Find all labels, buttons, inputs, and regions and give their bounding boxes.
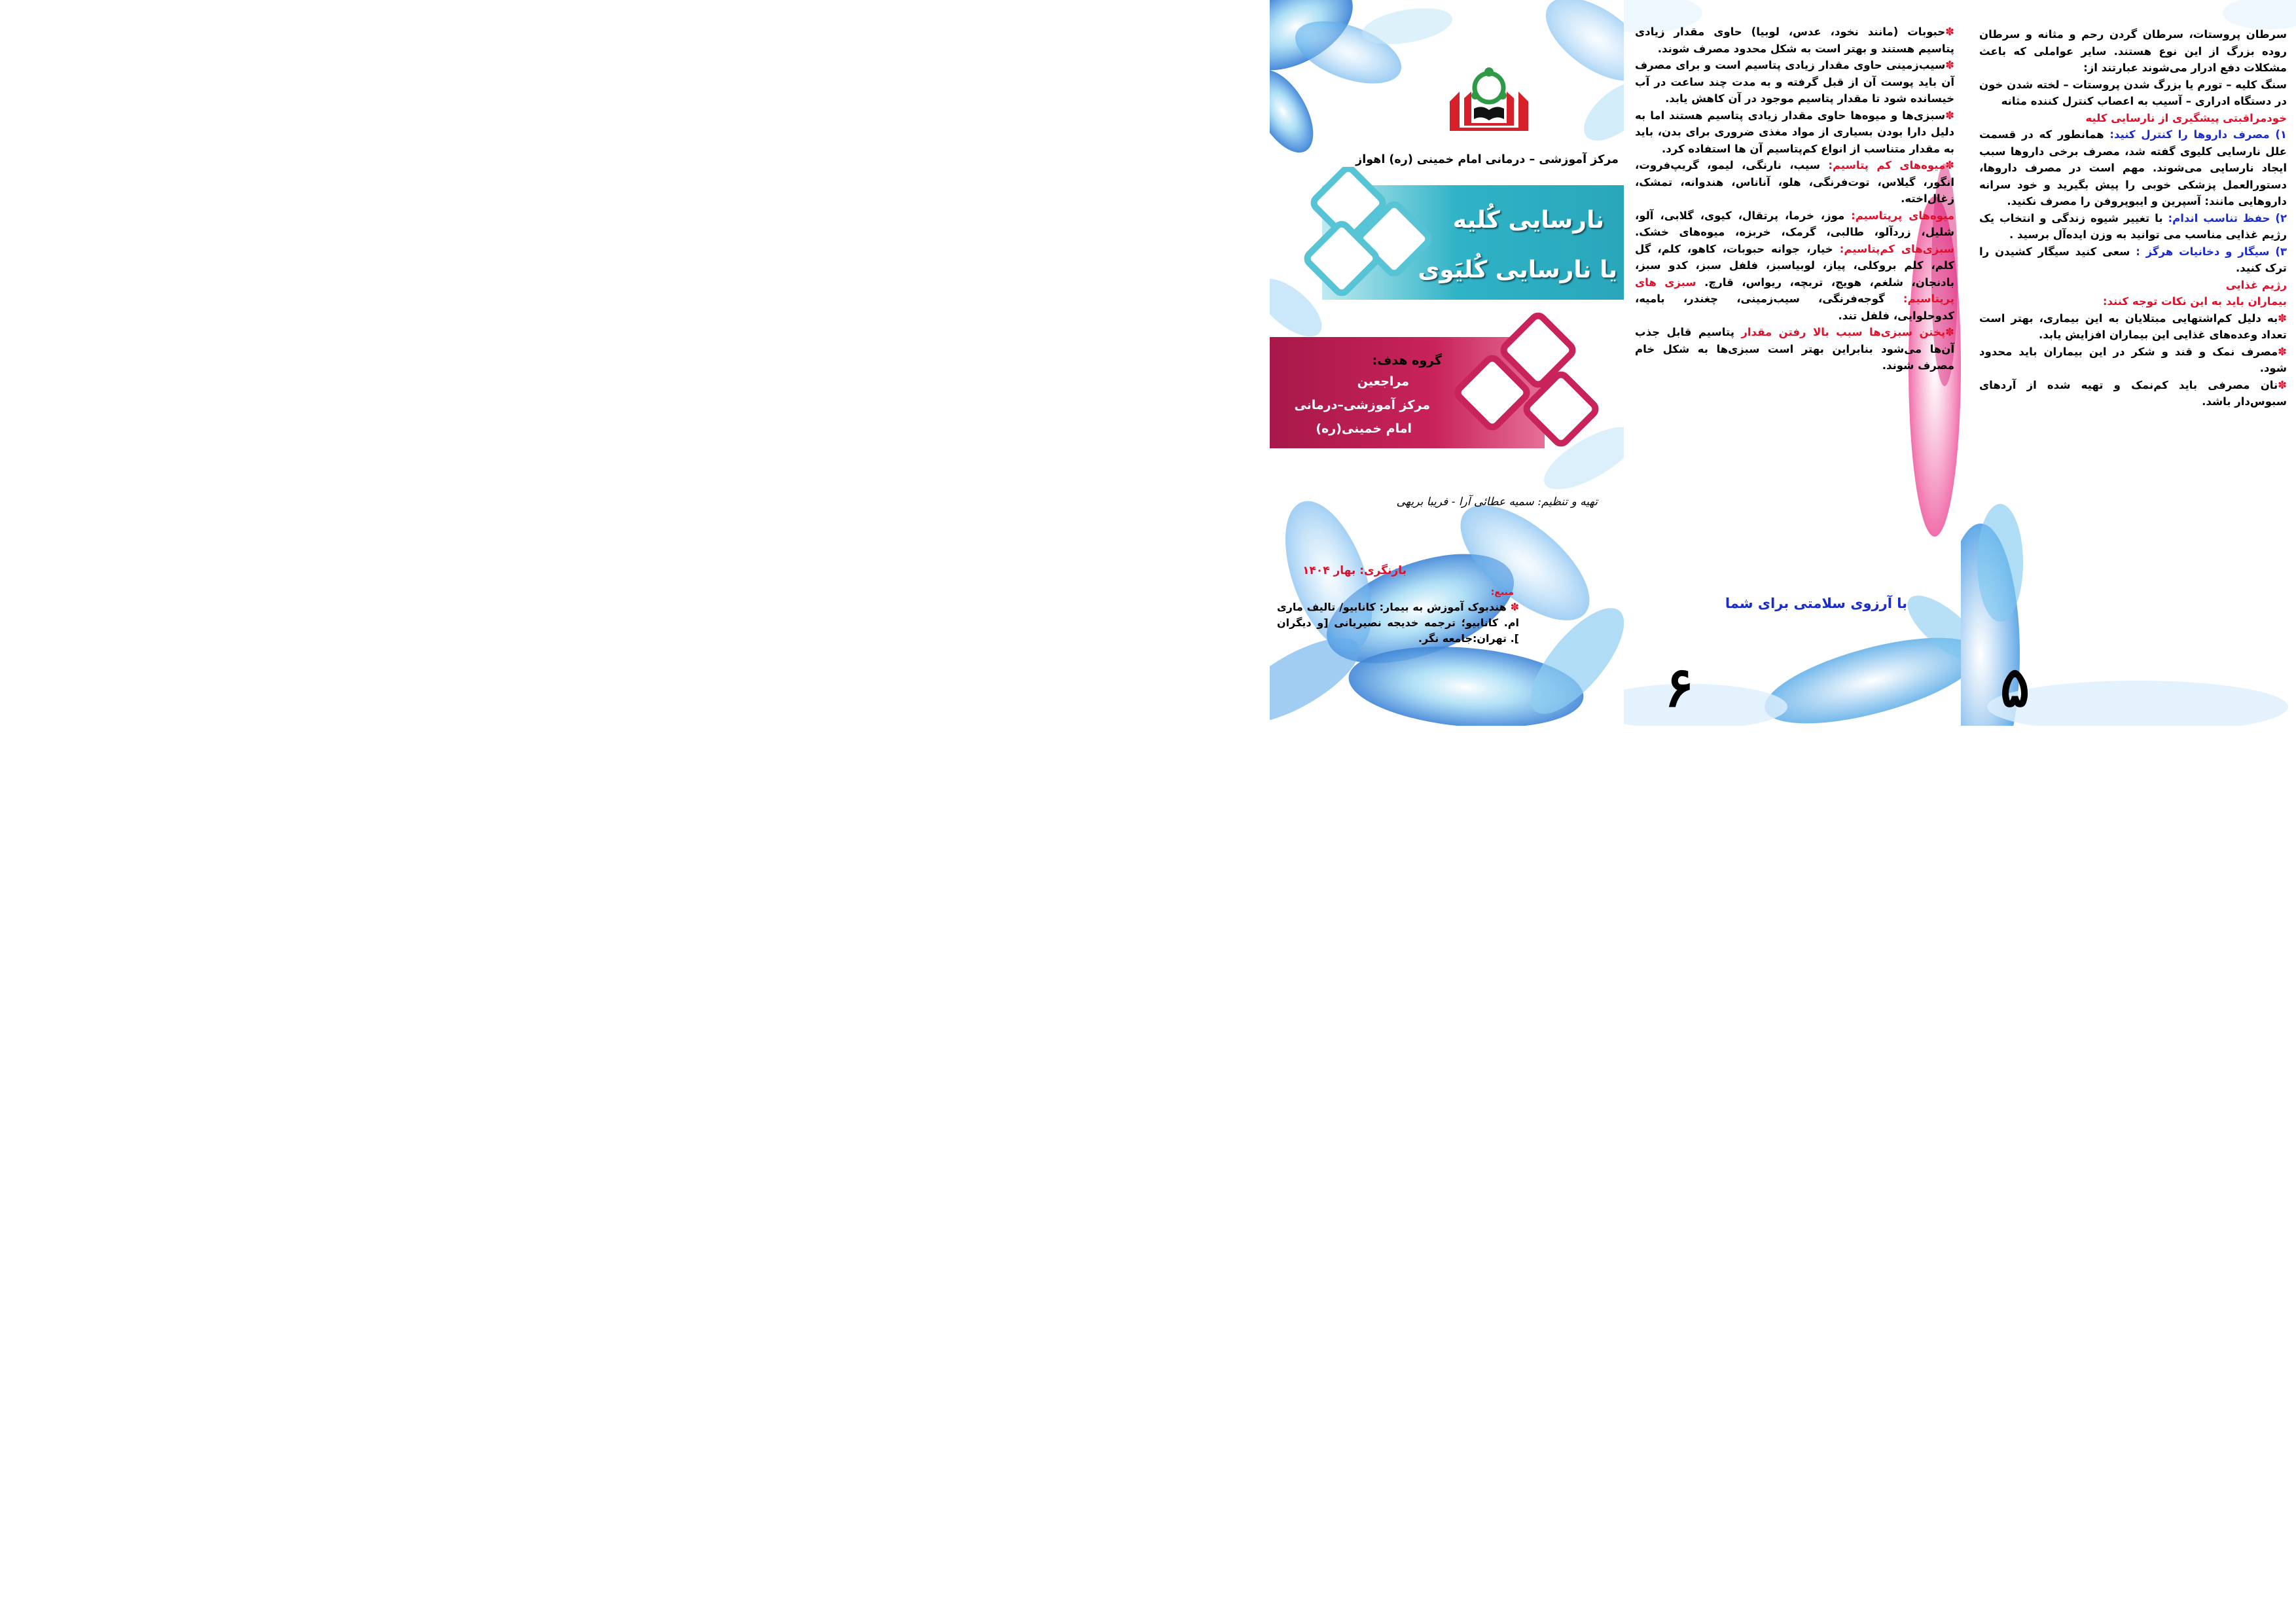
star-icon: ✽	[2278, 378, 2287, 391]
diet-item-2: ✽مصرف نمک و قند و شکر در این بیماران باید محدود شود.	[1979, 345, 2287, 374]
item-smoking: ۳) سیگار و دخانیات هرگز : سعی کنید سیگار کشیدن را ترک کنید.	[1979, 245, 2287, 274]
institution-name: مرکز آموزشی – درمانی امام خمینی (ره) اهواز	[1355, 153, 1619, 166]
target-line-3: امام خمینی(ره)	[1316, 421, 1412, 436]
page-six-body	[1635, 24, 1954, 374]
target-line-1: مراجعین	[1357, 374, 1409, 389]
vegetables-paragraph: ✽سبزی‌ها و میوه‌ها حاوی مقدار زیادی پتاسیم هستند اما به دلیل دارا بودن بسیاری از مواد مغذی ضروری برای بدن، باید به مقدار متناسب از انواع کم‌پتاسیم آن ها استفاده کرد.	[1635, 109, 1954, 155]
selfcare-title: خودمراقبتی پیشگیری از نارسایی کلیه	[2085, 111, 2287, 124]
cooking-paragraph: ✽پختن سبزی‌ها سبب بالا رفتن مقدار پتاسیم قابل جذب آن‌ها می‌شود بنابراین بهتر است سبزی‌ها به شکل خام مصرف شوند.	[1635, 326, 1954, 372]
source-text	[1277, 599, 1519, 647]
flower-top-left	[1270, 0, 1455, 162]
page-five-body	[1979, 26, 2287, 410]
low-potassium-fruits: ✽میوه‌های کم پتاسیم: سیب، نارنگی، لیمو، گریپ‌فروت، انگور، گیلاس، توت‌فرنگی، هلو، آناناس، هندوانه، تمشک، زغال‌اخته.	[1635, 159, 1954, 205]
revision-date	[1302, 564, 1407, 577]
source-label: منبع:	[1490, 587, 1514, 597]
target-label: گروه هدف:	[1372, 353, 1442, 368]
star-icon: ✽	[1945, 159, 1954, 171]
star-icon: ✽	[1945, 326, 1954, 338]
page-six-panel	[1624, 0, 1961, 726]
title-line-2: یا نارسایی کُلیَوی	[1418, 257, 1617, 283]
star-icon: ✽	[2278, 345, 2287, 358]
revision-label: بازنگری:	[1359, 564, 1407, 577]
legumes-paragraph: ✽حبوبات (مانند نخود، عدس، لوبیا) حاوی مقدار زیادی پتاسیم هستند و بهتر است به شکل محدود مصرف شوند.	[1635, 26, 1954, 55]
star-icon: ✽	[1945, 59, 1954, 71]
magenta-squares-decoration	[1437, 308, 1624, 468]
page-five-panel	[1961, 0, 2296, 726]
source-star-icon: ✽	[1506, 601, 1519, 613]
intro-paragraph: سرطان پروستات، سرطان گردن رحم و مثانه و سرطان روده بزرگ از این نوع هستند. سایر عواملی که باعث مشکلات دفع ادرار می‌شوند عبارتند از:	[1979, 28, 2287, 74]
causes-paragraph: سنگ کلیه – تورم یا بزرگ شدن پروستات – لخته شدن خون در دستگاه ادراری – آسیب به اعصاب کنترل کننده مثانه	[1979, 78, 2287, 107]
star-icon: ✽	[1945, 26, 1954, 38]
author-signature: تهیه و تنظیم: سمیه عطائی آرا - فریبا بریهی	[1396, 495, 1598, 508]
revision-value: بهار ۱۴۰۴	[1302, 564, 1356, 577]
high-potassium-fruits: میوه‌های پرپتاسیم: موز، خرما، پرتقال، کیوی، گلابی، آلو، شلیل، زردآلو، طالبی، گرمک، خربزه، میوه‌های خشک. سبزی‌های کم‌پتاسیم: خیار، جوانه حبوبات، کاهو، کلم، گل کلم، کلم بروکلی، پیاز، لوبیاسبز، فلفل سبز، کدو سبز، بادنجان، شلغم، هویج، تربچه، ریواس، قارچ. سبزی های پرپتاسیم: گوجه‌فرنگی، سیب‌زمینی، چغندر، بامیه، کدوحلوایی، فلفل تند.	[1635, 209, 1955, 322]
hospital-logo-icon	[1446, 65, 1532, 134]
teal-squares-decoration	[1289, 167, 1460, 311]
flower-top-right	[1532, 0, 1624, 152]
title-line-1: نارسایی کُلیه	[1452, 207, 1604, 234]
page-number: ۶	[1664, 654, 1695, 719]
diet-item-1: ✽به دلیل کم‌اشتهایی مبتلایان به این بیماری، بهتر است تعداد وعده‌های غذایی این بیماران افزایش یابد.	[1979, 312, 2287, 341]
item-medication: ۱) مصرف داروها را کنترل کنید: همانطور که در قسمت علل نارسایی کلیوی گفته شد، مصرف برخی داروها سبب ایجاد نارسایی می‌شوند. مهم است در مصرف داروها، دستورالعمل پزشکی خوبی را پیش بگیرید و خود سرانه داروهایی مانند: آسپرین و ایبوپروفن را مصرف نکنید.	[1979, 128, 2287, 207]
potato-paragraph: ✽سیب‌زمینی حاوی مقدار زیادی پتاسیم است و برای مصرف آن باید پوست آن از قبل گرفته و به مدت چند ساعت در آب خیسانده شود تا مقدار پتاسیم موجود در آن کاهش یابد.	[1635, 59, 1954, 105]
item-fitness: ۲) حفظ تناسب اندام: با تغییر شیوه زندگی و انتخاب یک رژیم غذایی مناسب می توانید به وزن ایده‌آل برسید .	[1979, 211, 2287, 241]
star-icon: ✽	[1945, 109, 1954, 122]
diet-title: رژیم غذایی	[2225, 278, 2287, 291]
cover-panel	[1270, 0, 1624, 726]
diet-subtitle: بیماران باید به این نکات توجه کنند:	[2102, 295, 2287, 308]
closing-wish: با آرزوی سلامتی برای شما	[1725, 596, 1907, 611]
diet-item-3: ✽نان مصرفی باید کم‌نمک و تهیه شده از آردهای سبوس‌دار باشد.	[1979, 378, 2287, 408]
source-body: هندبوک آموزش به بیمار: کانابیو/ تالیف ماری ام. کانابیو؛ ترجمه خدیجه نصیریانی [و دیگران ]. تهران:جامعه نگر.	[1277, 601, 1519, 645]
target-line-2: مرکز آموزشی–درمانی	[1294, 398, 1430, 412]
star-icon: ✽	[2278, 312, 2287, 325]
page-number: ۵	[2000, 654, 2030, 719]
